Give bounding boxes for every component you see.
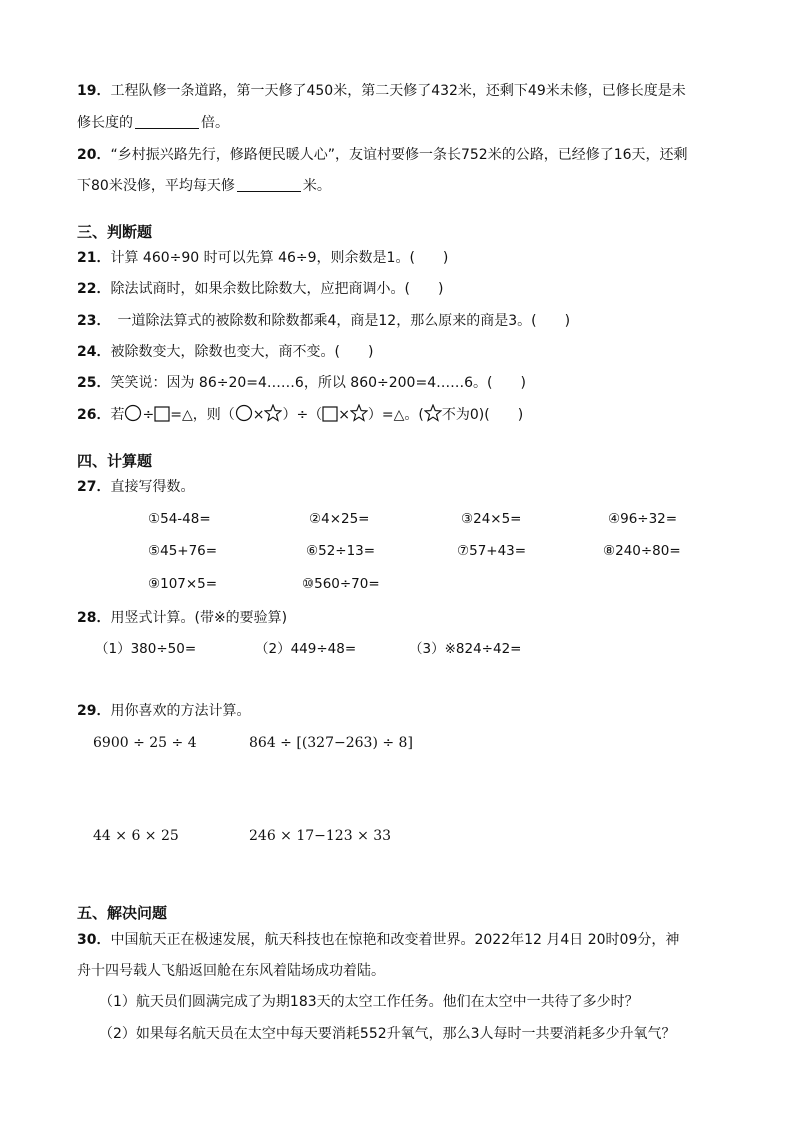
vertical-calc-item: （2）449÷48= (255, 641, 357, 657)
answer-blank[interactable] (135, 114, 199, 129)
q30-line1: 30．中国航天正在极速发展，航天科技也在惊艳和改变着世界。2022年12 月4日 20时09分，神 (77, 932, 680, 948)
circle-icon (124, 404, 142, 422)
mental-math-item: ⑤45+76= (148, 543, 218, 559)
q26: 26．若 ÷ =△，则（ × ）÷（ × ）=△。( 不为0)( ) (77, 404, 523, 425)
expression-item: 6900 ÷ 25 ÷ 4 (93, 735, 197, 751)
section-3-title: 三、判断题 (77, 223, 153, 241)
q27: 27．直接写得数。 (77, 479, 195, 495)
circle-icon (235, 404, 253, 422)
mental-math-item: ③24×5= (461, 511, 522, 527)
section-4-title: 四、计算题 (77, 452, 153, 470)
mental-math-item: ④96÷32= (608, 511, 678, 527)
square-icon (154, 406, 170, 422)
q30-line2: 舟十四号载人飞船返回舱在东风着陆场成功着陆。 (77, 963, 385, 979)
q20-line1: 20．“乡村振兴路先行，修路便民暖人心”，友谊村要修一条长752米的公路，已经修了16天，还剩 (77, 147, 688, 163)
q30-sub2: （2）如果每名航天员在太空中每天要消耗552升氧气，那么3人每时一共要消耗多少升氧气？ (99, 1026, 676, 1042)
q25: 25．笑笑说：因为 86÷20=4……6，所以 860÷200=4……6。( ) (77, 375, 526, 391)
expression-item: 44 × 6 × 25 (93, 828, 179, 844)
q20-line2: 下80米没修，平均每天修 米。 (77, 178, 331, 194)
star-icon (264, 404, 282, 422)
q23: 23． 一道除法算式的被除数和除数都乘4，商是12，那么原来的商是3。( ) (77, 313, 571, 329)
mental-math-item: ⑥52÷13= (306, 543, 376, 559)
q28: 28．用竖式计算。(带※的要验算) (77, 610, 288, 626)
vertical-calc-item: （1）380÷50= (95, 641, 197, 657)
mental-math-item: ⑦57+43= (457, 543, 527, 559)
star-icon (350, 404, 368, 422)
q29: 29．用你喜欢的方法计算。 (77, 703, 251, 719)
mental-math-item: ⑨107×5= (148, 576, 218, 592)
q19-line2: 修长度的 倍。 (77, 115, 229, 131)
square-icon (322, 406, 338, 422)
q24: 24．被除数变大，除数也变大，商不变。( ) (77, 344, 374, 360)
answer-blank[interactable] (237, 177, 301, 192)
star-icon (424, 404, 442, 422)
mental-math-item: ⑧240÷80= (603, 543, 681, 559)
q19-line1: 19．工程队修一条道路，第一天修了450米，第二天修了432米，还剩下49米未修，已修长度是未 (77, 83, 686, 99)
expression-item: 246 × 17−123 × 33 (249, 828, 392, 844)
vertical-calc-item: （3）※824÷42= (409, 641, 522, 657)
mental-math-item: ①54-48= (148, 511, 211, 527)
q30-sub1: （1）航天员们圆满完成了为期183天的太空工作任务。他们在太空中一共待了多少时？ (99, 994, 639, 1010)
expression-item: 864 ÷ [(327−263) ÷ 8] (249, 735, 413, 751)
mental-math-item: ②4×25= (309, 511, 370, 527)
q21: 21．计算 460÷90 时可以先算 46÷9，则余数是1。( ) (77, 250, 449, 266)
mental-math-item: ⑩560÷70= (302, 576, 380, 592)
q22: 22．除法试商时，如果余数比除数大，应把商调小。( ) (77, 281, 444, 297)
section-5-title: 五、解决问题 (77, 904, 168, 922)
